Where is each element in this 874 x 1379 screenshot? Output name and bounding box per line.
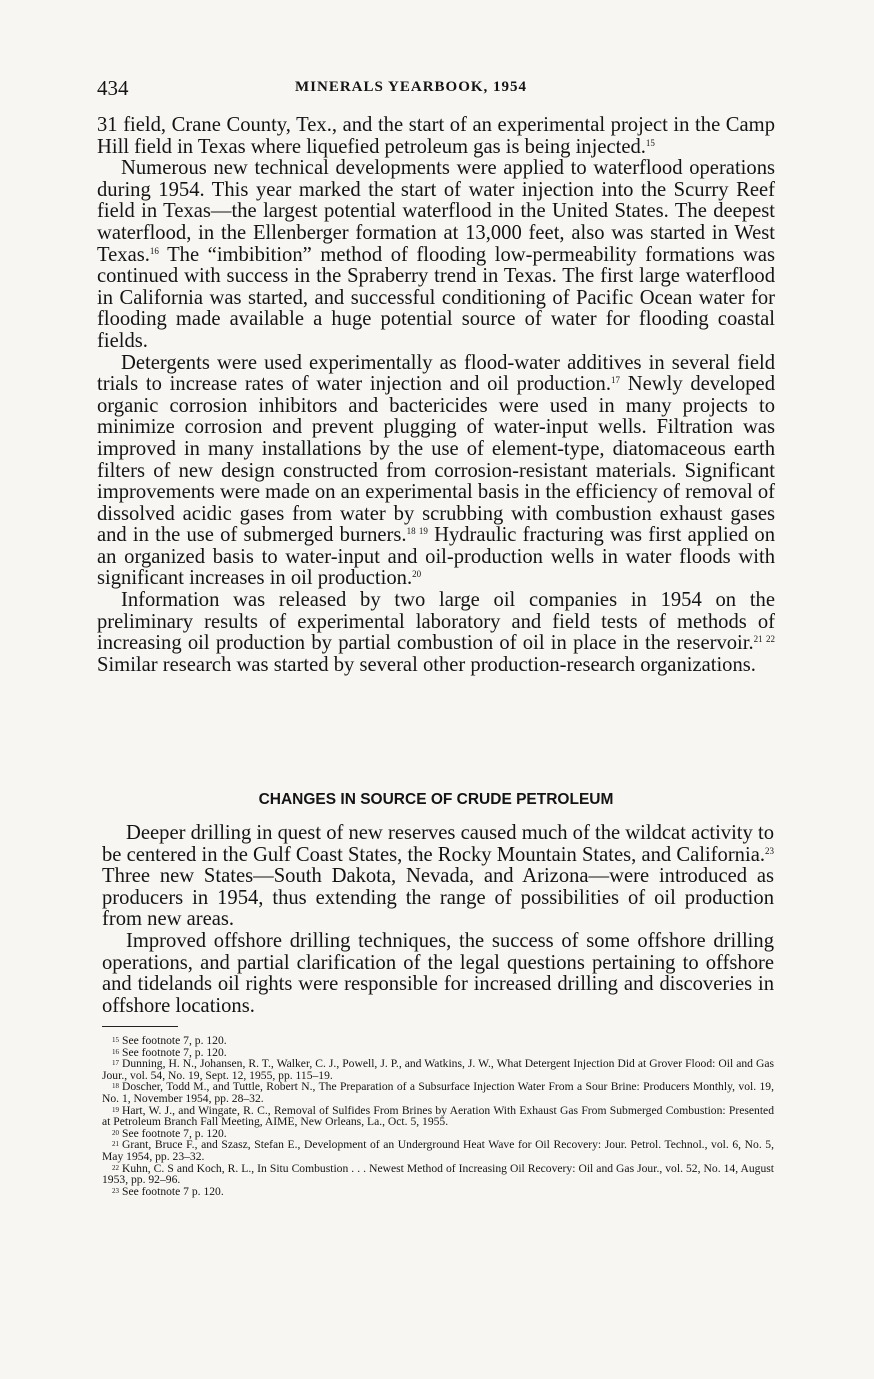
footnote: 23 See footnote 7 p. 120. [112, 1184, 224, 1198]
page-header [97, 76, 777, 98]
footnote-mark: 15 [112, 1036, 119, 1044]
footnote: 18 Doscher, Todd M., and Tuttle, Robert N., The Preparation of a Subsurface Injection Water From a Sour Brine: Producers Monthly, vol. 19, No. 1, November 1954, pp. 28–32. [102, 1080, 774, 1105]
footnote: 15 See footnote 7, p. 120. [112, 1034, 227, 1047]
footnote: 20 See footnote 7, p. 120. [112, 1126, 227, 1140]
footnote-mark: 20 [112, 1128, 119, 1137]
footnote-mark: 16 [112, 1047, 119, 1056]
section-heading: CHANGES IN SOURCE OF CRUDE PETROLEUM [258, 791, 614, 808]
paragraph: Detergents were used experimentally as flood-water additives in several field trials to increase rates of water injection and oil production.$^{17}$ Newly developed organic corrosion inhibitors and bactericides were used in many projects to minimize corrosion and prevent plugging of water-input wells. Filtration was improved in many installations by the use of element-type, diatomaceous earth filters of new design constructed from corrosion-resistant materials. Significant improvements were made on an experimental basis in the efficiency of removal of dissolved acidic gases from water by scrubbing with combustion exhaust gases and in the use of submerged burners.$^{18 19}$ Hydraulic fracturing was first applied on an organized basis to water-input and oil-production wells in water floods with significant increases in oil production.$^{20}$ [97, 351, 775, 590]
footnote-mark: 23 [112, 1186, 119, 1195]
paragraph: 31 field, Crane County, Tex., and the start of an experimental project in the Camp Hill field in Texas where liquefied petroleum gas is being injected.$^{15}$ [97, 114, 775, 158]
footnote: 16 See footnote 7, p. 120. [112, 1045, 227, 1059]
footnote: 17 Dunning, H. N., Johansen, R. T., Walker, C. J., Powell, J. P., and Watkins, J. W., What Detergent Injection Did at Grover Flood: Oil and Gas Jour., vol. 54, No. 19, Sept. 12, 1955, pp. 115–19. [102, 1057, 774, 1082]
body-text-upper [97, 115, 775, 676]
footnote-reference: 18 19 [406, 526, 428, 537]
footnote-mark: 22 [112, 1163, 119, 1172]
footnote-reference: 23 [765, 845, 774, 856]
footnote-reference: 20 [412, 569, 422, 580]
footnote-mark: 21 [112, 1140, 119, 1149]
footnote-mark: 19 [112, 1105, 119, 1114]
running-title: MINERALS YEARBOOK, 1954 [295, 79, 528, 95]
footnote-reference: 17 [610, 375, 620, 386]
paragraph: Numerous new technical developments were applied to waterflood operations during 1954. This year marked the start of water injection into the Scurry Reef field in Texas—the largest potential waterflood in the United States. The deepest waterflood, in the Ellenberger formation at 13,000 feet, also was started in West Texas.$^{16}$ The “imbibition” method of flooding low-permeability formations was continued with success in the Spraberry trend in Texas. The first large waterflood in California was started, and successful conditioning of Pacific Ocean water for flooding made available a huge potential source of water for flooding coastal fields. [97, 157, 775, 352]
body-text-lower [102, 823, 774, 1017]
footnote-reference: 16 [149, 245, 159, 256]
footnotes [102, 1035, 774, 1197]
footnote: 21 Grant, Bruce F., and Szasz, Stefan E., Development of an Underground Heat Wave for Oil Recovery: Jour. Petrol. Technol., vol. 6, No. 5, May 1954, pp. 23–32. [102, 1138, 774, 1163]
paragraph: Improved offshore drilling techniques, the success of some offshore drilling operations, and partial clarification of the legal questions pertaining to offshore and tidelands oil rights were responsible for increased drilling and discoveries in offshore locations. [102, 929, 774, 1017]
footnote-mark: 17 [112, 1059, 119, 1068]
footnote-reference: 21 22 [753, 634, 775, 645]
footnote: 22 Kuhn, C. S and Koch, R. L., In Situ Combustion . . . Newest Method of Increasing Oil Recovery: Oil and Gas Jour., vol. 52, No. 14, August 1953, pp. 92–96. [102, 1161, 774, 1187]
footnote: 19 Hart, W. J., and Wingate, R. C., Removal of Sulfides From Brines by Aeration With Exhaust Gas From Submerged Combustion: Presented at Petroleum Branch Fall Meeting, AIME, New Orleans, La., Oct. 5, 1955. [102, 1103, 774, 1129]
footnote-reference: 15 [645, 137, 655, 148]
paragraph: Information was released by two large oil companies in 1954 on the preliminary results of experimental laboratory and field tests of methods of increasing oil production by partial combustion of oil in place in the reservoir.$^{21 22}$ Similar research was started by several other production-research organizations. [97, 589, 775, 676]
footnote-divider [102, 1026, 178, 1027]
paragraph: Deeper drilling in quest of new reserves caused much of the wildcat activity to be centered in the Gulf Coast States, the Rocky Mountain States, and California.$^{23}$ Three new States—South Dakota, Nevada, and Arizona—were introduced as producers in 1954, thus extending the range of possibilities of oil production from new areas. [102, 822, 774, 931]
page-number: 434 [97, 76, 129, 100]
footnote-mark: 18 [112, 1082, 119, 1091]
